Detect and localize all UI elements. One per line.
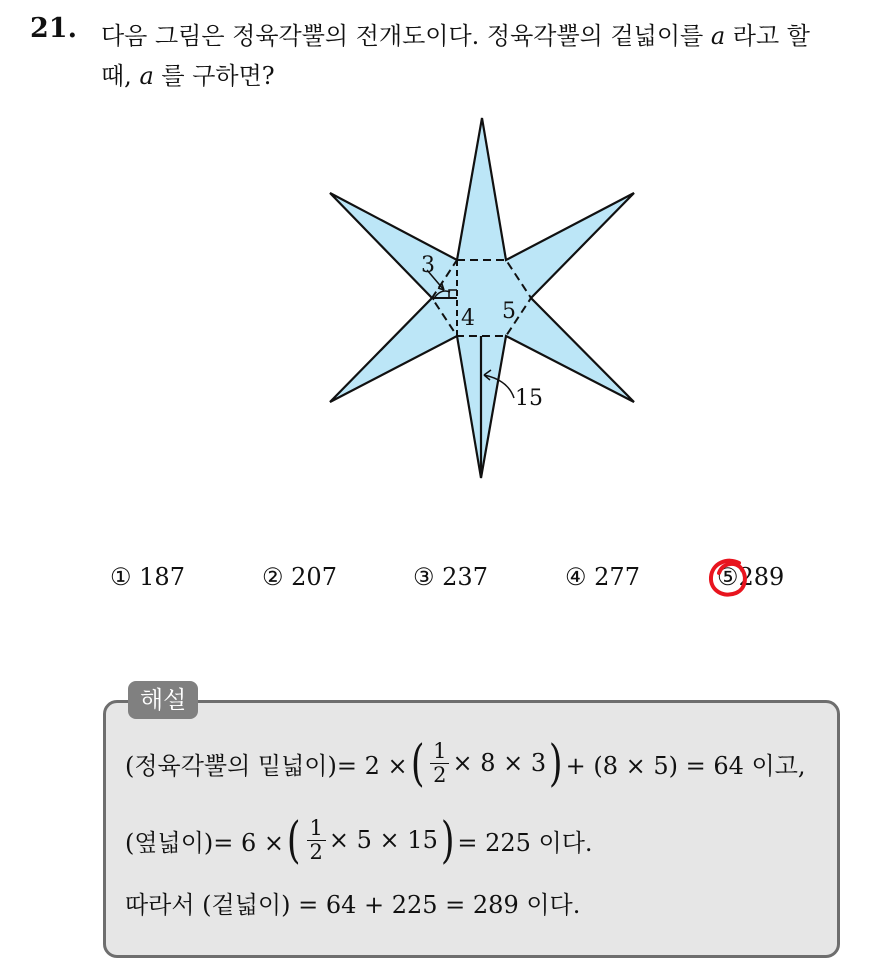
solution-line-2	[125, 811, 593, 869]
choice-value: 207	[291, 563, 337, 591]
variable-a: a	[139, 62, 154, 90]
solution-line-3	[125, 885, 580, 920]
solution-line-1	[125, 734, 806, 792]
choice-value: 289	[738, 563, 785, 591]
question-number: 21.	[30, 13, 77, 44]
fraction	[430, 740, 449, 785]
choice-marker: ②	[262, 563, 284, 591]
fraction-denominator: 2	[309, 839, 323, 864]
question-text-line2	[101, 56, 275, 91]
solution-text: 따라서 (겉넓이) = 64 + 225 = 289 이다.	[125, 891, 581, 919]
question-text: 다음 그림은 정육각뿔의 전개도이다. 정육각뿔의 겉넓이를	[101, 22, 704, 50]
variable-a: a	[710, 22, 726, 50]
question-text: 때,	[101, 62, 132, 90]
choice-4[interactable]	[565, 563, 640, 591]
choice-marker: ①	[110, 563, 132, 591]
choice-3[interactable]	[413, 563, 488, 591]
choice-1[interactable]	[110, 563, 185, 591]
solution-text: (정육각뿔의 밑넓이)= 2 ×	[125, 751, 408, 780]
label-15: 15	[515, 386, 543, 411]
question-text: 를 구하면?	[161, 62, 275, 90]
question-text: 라고 할	[732, 22, 810, 50]
solution-text: (옆넓이)= 6 ×	[125, 828, 285, 857]
choice-value: 237	[442, 563, 488, 591]
fraction-denominator: 2	[433, 762, 447, 787]
hexagonal-pyramid-net	[320, 110, 650, 490]
choice-marker: ⑤	[717, 563, 739, 591]
fraction-numerator: 1	[430, 740, 449, 763]
solution-text: + (8 × 5) = 64 이고,	[565, 751, 806, 780]
solution-tag: 해설	[128, 681, 198, 719]
label-5: 5	[502, 299, 516, 324]
solution-text: × 5 × 15	[328, 826, 438, 854]
label-4: 4	[461, 306, 475, 331]
solution-text: × 8 × 3	[452, 749, 547, 777]
label-3: 3	[421, 253, 435, 278]
choice-value: 277	[594, 563, 640, 591]
right-paren: )	[440, 811, 455, 869]
right-paren: )	[549, 734, 563, 792]
question-text-line1	[101, 16, 810, 51]
choice-value: 187	[139, 563, 185, 591]
fraction	[307, 817, 326, 862]
left-paren: (	[410, 734, 425, 792]
left-paren: (	[286, 811, 301, 869]
choice-2[interactable]	[262, 563, 337, 591]
answer-circle-mark	[706, 555, 752, 601]
fraction-numerator: 1	[307, 817, 326, 840]
choice-marker: ④	[565, 563, 587, 591]
solution-text: = 225 이다.	[457, 828, 593, 857]
choice-marker: ③	[413, 563, 435, 591]
